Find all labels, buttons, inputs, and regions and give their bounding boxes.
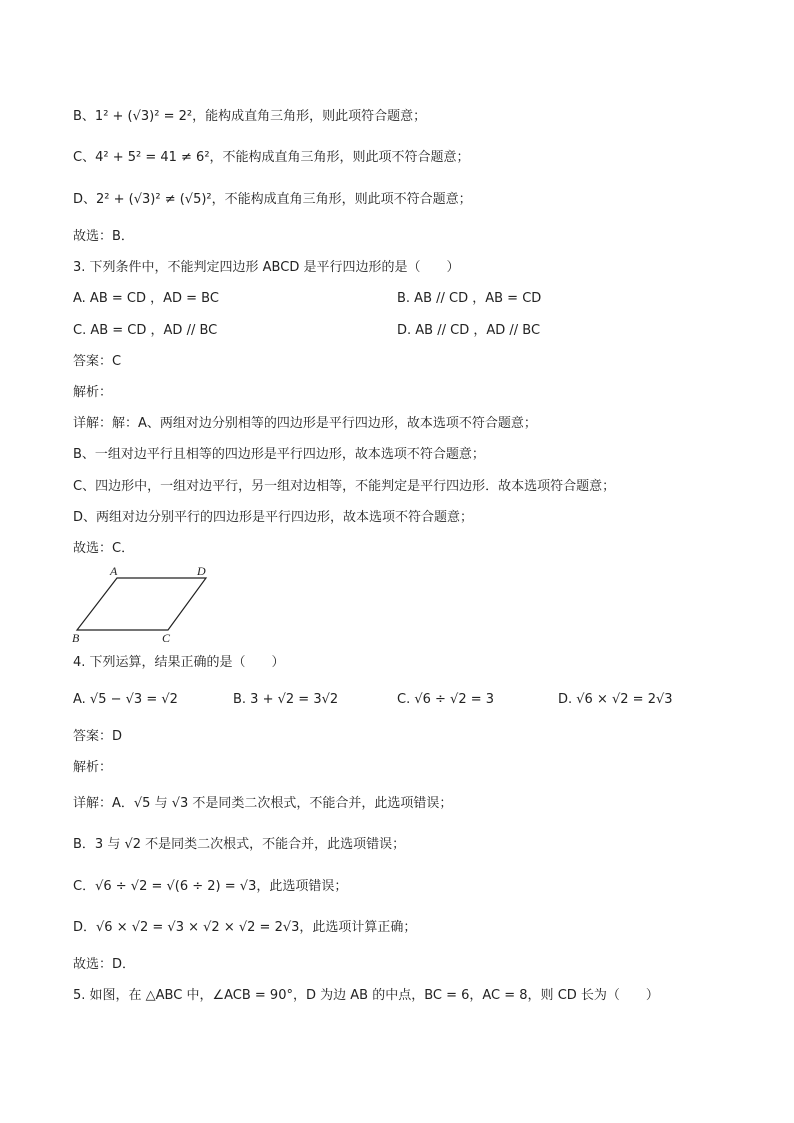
question-4-detail-b: B．3 与 √2 不是同类二次根式，不能合并，此选项错误； <box>73 837 406 852</box>
question-3-analysis-label: 解析： <box>73 385 113 400</box>
question-3-stem: 3. 下列条件中，不能判定四边形 ABCD 是平行四边形的是（ ） <box>73 260 460 275</box>
question-4-detail-c: C．√6 ÷ √2 = √(6 ÷ 2) = √3，此选项错误； <box>73 879 348 894</box>
parallelogram-shape <box>77 578 206 630</box>
question-4-option-a: A. √5 − √3 = √2 <box>73 692 178 707</box>
question-4-detail-a: 详解：A．√5 与 √3 不是同类二次根式，不能合并，此选项错误； <box>73 796 453 811</box>
question-4-conclusion: 故选：D． <box>73 957 136 972</box>
question-3-detail-c: C、四边形中，一组对边平行，另一组对边相等，不能判定是平行四边形．故本选项符合题意； <box>73 479 616 494</box>
question-3-answer: 答案：C <box>73 354 122 369</box>
question-3-detail-d: D、两组对边分别平行的四边形是平行四边形，故本选项不符合题意； <box>73 510 474 525</box>
vertex-label-d: D <box>197 564 206 578</box>
question-3-option-a: A. AB = CD ，AD = BC <box>73 291 219 306</box>
question-3-detail-a: 详解：解：A、两组对边分别相等的四边形是平行四边形，故本选项不符合题意； <box>73 416 537 431</box>
question-3-option-b: B. AB // CD ，AB = CD <box>397 291 542 306</box>
text-line-d-option-explanation: D、2² + (√3)² ≠ (√5)²，不能构成直角三角形，则此项不符合题意； <box>73 192 472 207</box>
question-3-conclusion: 故选：C． <box>73 541 135 556</box>
question-4-option-d: D. √6 × √2 = 2√3 <box>558 692 673 707</box>
question-3-option-c: C. AB = CD ，AD // BC <box>73 323 218 338</box>
question-5-stem: 5. 如图，在 △ABC 中，∠ACB = 90°，D 为边 AB 的中点，BC = 6，AC = 8，则 CD 长为（ ） <box>73 988 659 1003</box>
question-3-option-d: D. AB // CD ，AD // BC <box>397 323 541 338</box>
vertex-label-b: B <box>72 631 80 645</box>
question-4-analysis-label: 解析： <box>73 760 113 775</box>
question-3-detail-b: B、一组对边平行且相等的四边形是平行四边形，故本选项不符合题意； <box>73 447 485 462</box>
parallelogram-figure <box>72 562 222 646</box>
question-4-option-b: B. 3 + √2 = 3√2 <box>233 692 339 707</box>
vertex-label-c: C <box>162 631 171 645</box>
text-line-c-option-explanation: C、4² + 5² = 41 ≠ 6²，不能构成直角三角形，则此项不符合题意； <box>73 150 470 165</box>
text-line-b-option-explanation: B、1² + (√3)² = 2²，能构成直角三角形，则此项符合题意； <box>73 109 427 124</box>
question-4-answer: 答案：D <box>73 729 123 744</box>
question-4-option-c: C. √6 ÷ √2 = 3 <box>397 692 495 707</box>
vertex-label-a: A <box>110 564 118 578</box>
answer-choice-line: 故选：B． <box>73 229 134 244</box>
question-4-stem: 4. 下列运算，结果正确的是（ ） <box>73 655 285 670</box>
question-4-detail-d: D．√6 × √2 = √3 × √2 × √2 = 2√3，此选项计算正确； <box>73 920 417 935</box>
